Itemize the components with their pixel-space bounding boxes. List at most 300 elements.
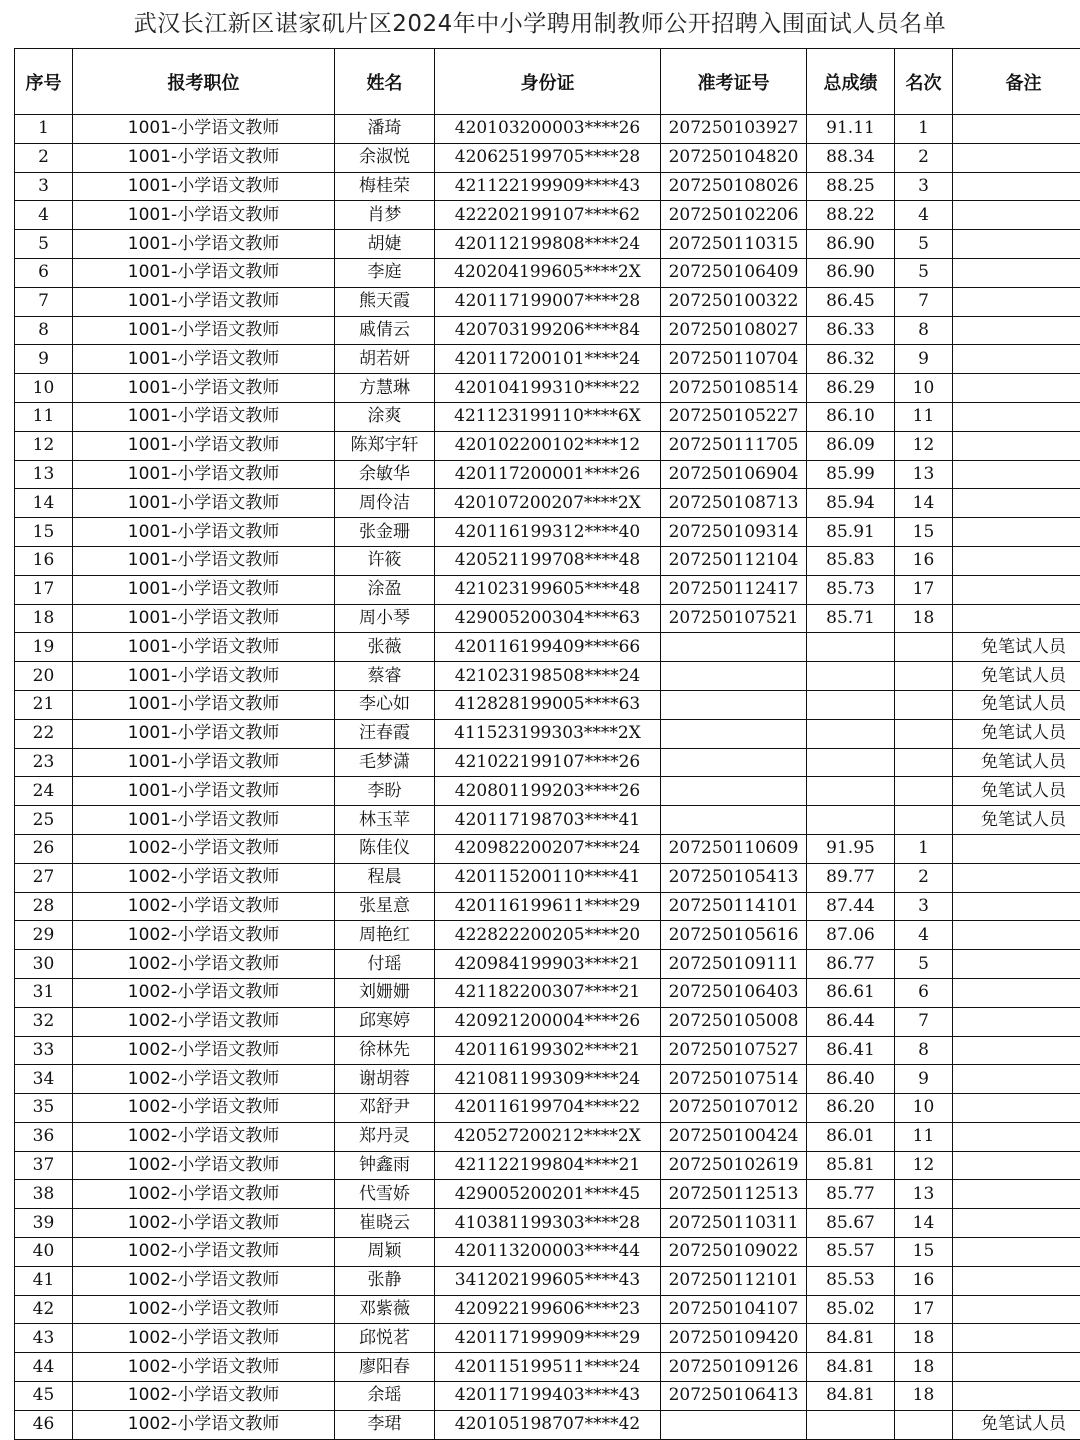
rank-cell: 4	[895, 201, 953, 230]
position-cell: 1001-小学语文教师	[73, 115, 335, 144]
serial-cell: 37	[15, 1151, 73, 1180]
table-row	[15, 1122, 1080, 1151]
remarks-cell	[953, 921, 1080, 950]
rank-cell: 8	[895, 1036, 953, 1065]
remarks-cell	[953, 172, 1080, 201]
name-cell: 肖梦	[335, 201, 435, 230]
rank-cell: 9	[895, 1065, 953, 1094]
table-row	[15, 719, 1080, 748]
position-cell: 1001-小学语文教师	[73, 575, 335, 604]
position-cell: 1002-小学语文教师	[73, 863, 335, 892]
id-card-cell: 420117198703****41	[435, 806, 661, 835]
score-cell: 85.91	[807, 518, 895, 547]
position-cell: 1001-小学语文教师	[73, 345, 335, 374]
position-cell: 1001-小学语文教师	[73, 258, 335, 287]
serial-cell: 10	[15, 374, 73, 403]
ticket-number-cell: 207250109420	[661, 1324, 807, 1353]
score-cell	[807, 690, 895, 719]
ticket-number-cell: 207250110311	[661, 1209, 807, 1238]
id-card-cell: 422202199107****62	[435, 201, 661, 230]
table-row	[15, 748, 1080, 777]
score-cell	[807, 777, 895, 806]
id-card-cell: 420116199704****22	[435, 1094, 661, 1123]
table-row	[15, 1382, 1080, 1411]
ticket-number-cell: 207250110315	[661, 230, 807, 259]
id-card-cell: 420103200003****26	[435, 115, 661, 144]
ticket-number-cell: 207250112101	[661, 1266, 807, 1295]
table-row	[15, 1151, 1080, 1180]
table-row	[15, 316, 1080, 345]
ticket-number-cell: 207250108027	[661, 316, 807, 345]
table-row	[15, 863, 1080, 892]
table-row	[15, 834, 1080, 863]
ticket-number-cell: 207250106904	[661, 460, 807, 489]
ticket-number-cell: 207250104820	[661, 143, 807, 172]
remarks-cell: 免笔试人员	[953, 1410, 1080, 1439]
rank-cell	[895, 1410, 953, 1439]
serial-cell: 17	[15, 575, 73, 604]
score-cell: 86.01	[807, 1122, 895, 1151]
serial-cell: 25	[15, 806, 73, 835]
table-row	[15, 633, 1080, 662]
remarks-cell	[953, 546, 1080, 575]
serial-cell: 24	[15, 777, 73, 806]
rank-cell: 3	[895, 892, 953, 921]
remarks-cell	[953, 978, 1080, 1007]
remarks-cell: 免笔试人员	[953, 719, 1080, 748]
serial-cell: 6	[15, 258, 73, 287]
remarks-cell	[953, 201, 1080, 230]
remarks-cell	[953, 1266, 1080, 1295]
table-row	[15, 978, 1080, 1007]
score-cell: 88.22	[807, 201, 895, 230]
name-cell: 涂爽	[335, 402, 435, 431]
ticket-number-cell: 207250109022	[661, 1238, 807, 1267]
serial-cell: 32	[15, 1007, 73, 1036]
rank-cell: 7	[895, 1007, 953, 1036]
name-cell: 胡若妍	[335, 345, 435, 374]
table-row	[15, 460, 1080, 489]
name-cell: 李心如	[335, 690, 435, 719]
ticket-number-cell: 207250112104	[661, 546, 807, 575]
name-cell: 蔡睿	[335, 662, 435, 691]
id-card-cell: 420922199606****23	[435, 1295, 661, 1324]
ticket-number-cell: 207250108713	[661, 489, 807, 518]
name-cell: 刘姗姗	[335, 978, 435, 1007]
serial-cell: 35	[15, 1094, 73, 1123]
name-cell: 郑丹灵	[335, 1122, 435, 1151]
remarks-cell	[953, 431, 1080, 460]
position-cell: 1002-小学语文教师	[73, 1353, 335, 1382]
serial-cell: 14	[15, 489, 73, 518]
table-row	[15, 1094, 1080, 1123]
ticket-number-cell: 207250106403	[661, 978, 807, 1007]
serial-cell: 43	[15, 1324, 73, 1353]
name-cell: 余淑悦	[335, 143, 435, 172]
score-cell: 85.71	[807, 604, 895, 633]
position-cell: 1001-小学语文教师	[73, 287, 335, 316]
position-cell: 1001-小学语文教师	[73, 777, 335, 806]
rank-cell: 5	[895, 950, 953, 979]
position-cell: 1001-小学语文教师	[73, 690, 335, 719]
position-cell: 1001-小学语文教师	[73, 489, 335, 518]
name-cell: 廖阳春	[335, 1353, 435, 1382]
score-cell: 86.45	[807, 287, 895, 316]
serial-cell: 33	[15, 1036, 73, 1065]
ticket-number-cell: 207250110609	[661, 834, 807, 863]
score-cell: 89.77	[807, 863, 895, 892]
ticket-number-cell: 207250102206	[661, 201, 807, 230]
name-cell: 张星意	[335, 892, 435, 921]
id-card-cell: 420117199909****29	[435, 1324, 661, 1353]
serial-cell: 46	[15, 1410, 73, 1439]
rank-cell: 4	[895, 921, 953, 950]
table-row	[15, 201, 1080, 230]
ticket-number-cell: 207250107527	[661, 1036, 807, 1065]
serial-cell: 26	[15, 834, 73, 863]
serial-cell: 12	[15, 431, 73, 460]
remarks-cell	[953, 1353, 1080, 1382]
rank-cell: 16	[895, 1266, 953, 1295]
score-cell: 87.44	[807, 892, 895, 921]
id-card-cell: 420921200004****26	[435, 1007, 661, 1036]
score-cell: 87.06	[807, 921, 895, 950]
id-card-cell: 420117200101****24	[435, 345, 661, 374]
score-cell	[807, 719, 895, 748]
score-cell	[807, 633, 895, 662]
name-cell: 余瑶	[335, 1382, 435, 1411]
rank-cell: 15	[895, 1238, 953, 1267]
ticket-number-cell: 207250107521	[661, 604, 807, 633]
id-card-cell: 429005200304****63	[435, 604, 661, 633]
position-cell: 1001-小学语文教师	[73, 662, 335, 691]
score-cell: 88.25	[807, 172, 895, 201]
position-cell: 1002-小学语文教师	[73, 1382, 335, 1411]
table-row	[15, 1209, 1080, 1238]
serial-cell: 22	[15, 719, 73, 748]
position-cell: 1002-小学语文教师	[73, 1410, 335, 1439]
score-cell: 91.95	[807, 834, 895, 863]
remarks-cell	[953, 345, 1080, 374]
position-cell: 1002-小学语文教师	[73, 1266, 335, 1295]
header-total-score: 总成绩	[807, 49, 895, 115]
name-cell: 崔晓云	[335, 1209, 435, 1238]
serial-cell: 28	[15, 892, 73, 921]
id-card-cell: 420115199511****24	[435, 1353, 661, 1382]
id-card-cell: 421023198508****24	[435, 662, 661, 691]
remarks-cell	[953, 287, 1080, 316]
id-card-cell: 429005200201****45	[435, 1180, 661, 1209]
score-cell: 85.02	[807, 1295, 895, 1324]
id-card-cell: 420801199203****26	[435, 777, 661, 806]
serial-cell: 4	[15, 201, 73, 230]
score-cell: 86.10	[807, 402, 895, 431]
table-row	[15, 1353, 1080, 1382]
position-cell: 1002-小学语文教师	[73, 978, 335, 1007]
rank-cell: 8	[895, 316, 953, 345]
serial-cell: 7	[15, 287, 73, 316]
name-cell: 李珺	[335, 1410, 435, 1439]
score-cell: 86.90	[807, 230, 895, 259]
name-cell: 谢胡蓉	[335, 1065, 435, 1094]
table-row	[15, 806, 1080, 835]
id-card-cell: 420112199808****24	[435, 230, 661, 259]
header-rank: 名次	[895, 49, 953, 115]
score-cell: 85.77	[807, 1180, 895, 1209]
position-cell: 1001-小学语文教师	[73, 230, 335, 259]
score-cell: 86.33	[807, 316, 895, 345]
header-position: 报考职位	[73, 49, 335, 115]
serial-cell: 16	[15, 546, 73, 575]
table-row	[15, 921, 1080, 950]
score-cell: 88.34	[807, 143, 895, 172]
ticket-number-cell: 207250105008	[661, 1007, 807, 1036]
rank-cell: 6	[895, 978, 953, 1007]
ticket-number-cell	[661, 777, 807, 806]
name-cell: 方慧琳	[335, 374, 435, 403]
serial-cell: 9	[15, 345, 73, 374]
name-cell: 钟鑫雨	[335, 1151, 435, 1180]
name-cell: 代雪娇	[335, 1180, 435, 1209]
ticket-number-cell	[661, 633, 807, 662]
score-cell: 85.83	[807, 546, 895, 575]
rank-cell: 17	[895, 575, 953, 604]
score-cell: 86.40	[807, 1065, 895, 1094]
name-cell: 陈郑宇轩	[335, 431, 435, 460]
id-card-cell: 420117200001****26	[435, 460, 661, 489]
serial-cell: 19	[15, 633, 73, 662]
rank-cell: 2	[895, 863, 953, 892]
score-cell: 86.09	[807, 431, 895, 460]
table-row	[15, 546, 1080, 575]
rank-cell: 2	[895, 143, 953, 172]
score-cell: 86.32	[807, 345, 895, 374]
rank-cell: 15	[895, 518, 953, 547]
id-card-cell: 422822200205****20	[435, 921, 661, 950]
position-cell: 1002-小学语文教师	[73, 1151, 335, 1180]
name-cell: 毛梦潇	[335, 748, 435, 777]
position-cell: 1002-小学语文教师	[73, 921, 335, 950]
position-cell: 1002-小学语文教师	[73, 1036, 335, 1065]
position-cell: 1001-小学语文教师	[73, 719, 335, 748]
position-cell: 1002-小学语文教师	[73, 834, 335, 863]
remarks-cell	[953, 1065, 1080, 1094]
name-cell: 余敏华	[335, 460, 435, 489]
remarks-cell: 免笔试人员	[953, 748, 1080, 777]
table-row	[15, 662, 1080, 691]
id-card-cell: 421122199909****43	[435, 172, 661, 201]
table-row	[15, 1238, 1080, 1267]
name-cell: 张金珊	[335, 518, 435, 547]
ticket-number-cell: 207250103927	[661, 115, 807, 144]
rank-cell: 17	[895, 1295, 953, 1324]
id-card-cell: 420204199605****2X	[435, 258, 661, 287]
rank-cell: 1	[895, 115, 953, 144]
id-card-cell: 420102200102****12	[435, 431, 661, 460]
serial-cell: 40	[15, 1238, 73, 1267]
position-cell: 1001-小学语文教师	[73, 633, 335, 662]
ticket-number-cell: 207250105227	[661, 402, 807, 431]
ticket-number-cell: 207250102619	[661, 1151, 807, 1180]
ticket-number-cell: 207250107012	[661, 1094, 807, 1123]
name-cell: 涂盈	[335, 575, 435, 604]
table-row	[15, 1065, 1080, 1094]
ticket-number-cell: 207250112513	[661, 1180, 807, 1209]
name-cell: 周小琴	[335, 604, 435, 633]
rank-cell: 18	[895, 1353, 953, 1382]
position-cell: 1002-小学语文教师	[73, 892, 335, 921]
name-cell: 张薇	[335, 633, 435, 662]
ticket-number-cell: 207250105413	[661, 863, 807, 892]
rank-cell: 12	[895, 431, 953, 460]
serial-cell: 27	[15, 863, 73, 892]
position-cell: 1001-小学语文教师	[73, 431, 335, 460]
ticket-number-cell: 207250104107	[661, 1295, 807, 1324]
id-card-cell: 420113200003****44	[435, 1238, 661, 1267]
name-cell: 林玉苹	[335, 806, 435, 835]
rank-cell: 18	[895, 1382, 953, 1411]
id-card-cell: 341202199605****43	[435, 1266, 661, 1295]
score-cell: 91.11	[807, 115, 895, 144]
remarks-cell	[953, 1007, 1080, 1036]
score-cell: 86.61	[807, 978, 895, 1007]
id-card-cell: 420982200207****24	[435, 834, 661, 863]
remarks-cell	[953, 1122, 1080, 1151]
id-card-cell: 420117199007****28	[435, 287, 661, 316]
remarks-cell	[953, 489, 1080, 518]
serial-cell: 15	[15, 518, 73, 547]
table-row	[15, 1007, 1080, 1036]
rank-cell: 18	[895, 1324, 953, 1353]
rank-cell: 9	[895, 345, 953, 374]
remarks-cell	[953, 374, 1080, 403]
remarks-cell	[953, 834, 1080, 863]
id-card-cell: 420521199708****48	[435, 546, 661, 575]
ticket-number-cell: 207250108026	[661, 172, 807, 201]
ticket-number-cell: 207250105616	[661, 921, 807, 950]
score-cell: 86.90	[807, 258, 895, 287]
serial-cell: 18	[15, 604, 73, 633]
serial-cell: 39	[15, 1209, 73, 1238]
serial-cell: 23	[15, 748, 73, 777]
rank-cell	[895, 662, 953, 691]
header-name: 姓名	[335, 49, 435, 115]
position-cell: 1001-小学语文教师	[73, 806, 335, 835]
position-cell: 1002-小学语文教师	[73, 1094, 335, 1123]
serial-cell: 45	[15, 1382, 73, 1411]
position-cell: 1001-小学语文教师	[73, 172, 335, 201]
name-cell: 程晨	[335, 863, 435, 892]
serial-cell: 38	[15, 1180, 73, 1209]
position-cell: 1001-小学语文教师	[73, 201, 335, 230]
id-card-cell: 412828199005****63	[435, 690, 661, 719]
rank-cell: 14	[895, 1209, 953, 1238]
id-card-cell: 420116199611****29	[435, 892, 661, 921]
ticket-number-cell: 207250100424	[661, 1122, 807, 1151]
ticket-number-cell: 207250106413	[661, 1382, 807, 1411]
ticket-number-cell	[661, 1410, 807, 1439]
id-card-cell: 420116199302****21	[435, 1036, 661, 1065]
position-cell: 1002-小学语文教师	[73, 1209, 335, 1238]
table-row	[15, 1410, 1080, 1439]
remarks-cell	[953, 143, 1080, 172]
position-cell: 1001-小学语文教师	[73, 402, 335, 431]
id-card-cell: 420107200207****2X	[435, 489, 661, 518]
table-row	[15, 230, 1080, 259]
table-row	[15, 431, 1080, 460]
remarks-cell	[953, 575, 1080, 604]
score-cell	[807, 662, 895, 691]
serial-cell: 1	[15, 115, 73, 144]
remarks-cell	[953, 1151, 1080, 1180]
id-card-cell: 420527200212****2X	[435, 1122, 661, 1151]
name-cell: 熊天霞	[335, 287, 435, 316]
ticket-number-cell: 207250108514	[661, 374, 807, 403]
name-cell: 汪春霞	[335, 719, 435, 748]
ticket-number-cell	[661, 748, 807, 777]
remarks-cell	[953, 1209, 1080, 1238]
id-card-cell: 420105198707****42	[435, 1410, 661, 1439]
remarks-cell	[953, 258, 1080, 287]
rank-cell: 13	[895, 460, 953, 489]
position-cell: 1002-小学语文教师	[73, 950, 335, 979]
name-cell: 周艳红	[335, 921, 435, 950]
id-card-cell: 421182200307****21	[435, 978, 661, 1007]
serial-cell: 29	[15, 921, 73, 950]
id-card-cell: 410381199303****28	[435, 1209, 661, 1238]
score-cell: 85.67	[807, 1209, 895, 1238]
ticket-number-cell: 207250109126	[661, 1353, 807, 1382]
remarks-cell	[953, 402, 1080, 431]
rank-cell: 13	[895, 1180, 953, 1209]
name-cell: 徐林先	[335, 1036, 435, 1065]
ticket-number-cell: 207250106409	[661, 258, 807, 287]
table-row	[15, 172, 1080, 201]
table-row	[15, 1324, 1080, 1353]
table-row	[15, 575, 1080, 604]
remarks-cell	[953, 1094, 1080, 1123]
table-row	[15, 892, 1080, 921]
position-cell: 1002-小学语文教师	[73, 1324, 335, 1353]
rank-cell: 12	[895, 1151, 953, 1180]
position-cell: 1002-小学语文教师	[73, 1180, 335, 1209]
id-card-cell: 420625199705****28	[435, 143, 661, 172]
remarks-cell	[953, 115, 1080, 144]
serial-cell: 5	[15, 230, 73, 259]
id-card-cell: 420984199903****21	[435, 950, 661, 979]
table-row	[15, 258, 1080, 287]
remarks-cell: 免笔试人员	[953, 662, 1080, 691]
rank-cell: 3	[895, 172, 953, 201]
rank-cell: 11	[895, 402, 953, 431]
serial-cell: 20	[15, 662, 73, 691]
remarks-cell: 免笔试人员	[953, 690, 1080, 719]
position-cell: 1001-小学语文教师	[73, 518, 335, 547]
serial-cell: 41	[15, 1266, 73, 1295]
remarks-cell: 免笔试人员	[953, 806, 1080, 835]
name-cell: 邱寒婷	[335, 1007, 435, 1036]
score-cell: 86.77	[807, 950, 895, 979]
name-cell: 邓舒尹	[335, 1094, 435, 1123]
remarks-cell	[953, 460, 1080, 489]
id-card-cell: 420117199403****43	[435, 1382, 661, 1411]
position-cell: 1002-小学语文教师	[73, 1065, 335, 1094]
remarks-cell	[953, 892, 1080, 921]
id-card-cell: 420116199312****40	[435, 518, 661, 547]
table-header-row	[15, 49, 1080, 115]
rank-cell: 18	[895, 604, 953, 633]
rank-cell: 5	[895, 230, 953, 259]
